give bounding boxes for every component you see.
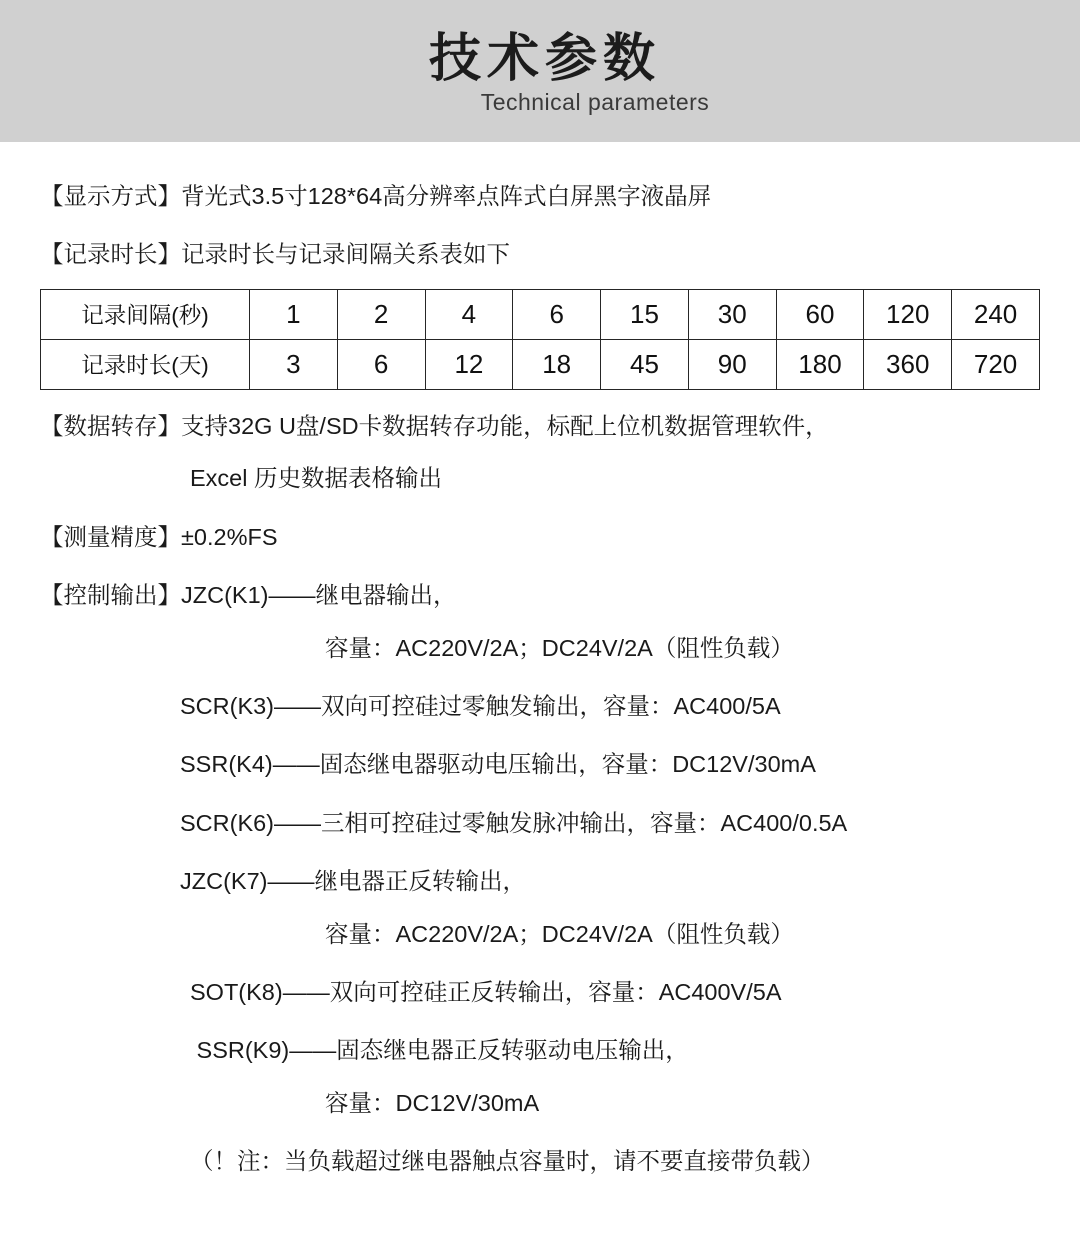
spec-control-output: 【控制输出】JZC(K1)——继电器输出， [40,582,457,609]
spec-k7-capacity: 容量：AC220V/2A；DC24V/2A（阻性负载） [325,920,794,947]
duration-cell: 12 [425,339,513,389]
interval-cell: 30 [688,289,776,339]
duration-cell: 3 [250,339,338,389]
duration-cell: 360 [864,339,952,389]
record-interval-table [40,289,1040,390]
interval-cell: 2 [337,289,425,339]
row-header-interval: 记录间隔(秒) [41,289,250,339]
page-subtitle: Technical parameters [480,88,710,115]
page-banner [0,0,1080,142]
interval-cell: 15 [601,289,689,339]
duration-cell: 720 [952,339,1040,389]
table-row [41,289,1040,339]
spec-content [0,142,1080,1180]
interval-cell: 240 [952,289,1040,339]
interval-cell: 4 [425,289,513,339]
table-row [41,339,1040,389]
interval-cell: 60 [776,289,864,339]
duration-cell: 45 [601,339,689,389]
interval-cell: 120 [864,289,952,339]
spec-k1-capacity: 容量：AC220V/2A；DC24V/2A（阻性负载） [325,634,794,661]
spec-accuracy: 【测量精度】±0.2%FS [40,523,278,550]
spec-k3: SCR(K3)——双向可控硅过零触发输出，容量：AC400/5A [180,692,781,719]
page-title: 技术参数 [428,30,661,89]
spec-k7: JZC(K7)——继电器正反转输出， [180,868,526,895]
spec-record-duration: 【记录时长】记录时长与记录间隔关系表如下 [40,241,510,268]
duration-cell: 180 [776,339,864,389]
spec-display: 【显示方式】背光式3.5寸128*64高分辨率点阵式白屏黑字液晶屏 [40,183,712,209]
spec-data-transfer: 【数据转存】支持32G U盘/SD卡数据转存功能，标配上位机数据管理软件， [40,412,829,439]
spec-k9-capacity: 容量：DC12V/30mA [325,1089,540,1116]
duration-cell: 6 [337,339,425,389]
spec-data-transfer-cont: Excel 历史数据表格输出 [190,465,442,492]
interval-cell: 6 [513,289,601,339]
spec-k8: SOT(K8)——双向可控硅正反转输出，容量：AC400V/5A [190,979,782,1006]
spec-k4: SSR(K4)——固态继电器驱动电压输出，容量：DC12V/30mA [180,751,816,778]
row-header-duration: 记录时长(天) [41,339,250,389]
interval-cell: 1 [250,289,338,339]
spec-k6: SCR(K6)——三相可控硅过零触发脉冲输出，容量：AC400/0.5A [180,809,848,836]
spec-k9: SSR(K9)——固态继电器正反转驱动电压输出， [190,1037,689,1064]
spec-note: （！注：当负载超过继电器触点容量时，请不要直接带负载） [190,1148,825,1175]
duration-cell: 18 [513,339,601,389]
duration-cell: 90 [688,339,776,389]
